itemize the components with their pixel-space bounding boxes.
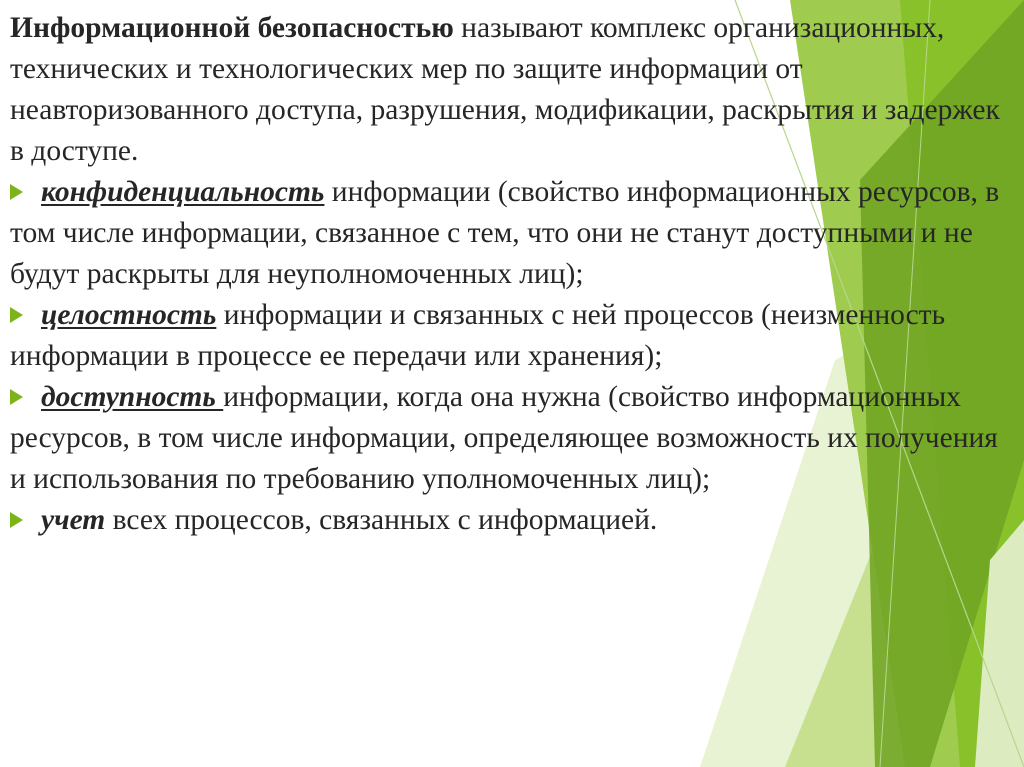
bullet-marker-icon bbox=[10, 512, 23, 528]
bullet-text-accounting: всех процессов, связанных с информацией. bbox=[105, 504, 658, 536]
bullet-confidentiality bbox=[10, 172, 1000, 295]
bullet-text-availability: информации, когда она нужна (свойство информационных ресурсов, в том числе информации, определяющее возможность их получения и использования по требованию уполномоченных лиц); bbox=[10, 381, 998, 495]
bullet-marker-icon bbox=[10, 307, 23, 323]
term-accounting: учет bbox=[41, 504, 106, 536]
bullet-accounting bbox=[10, 500, 1000, 541]
term-integrity: целостность bbox=[41, 299, 217, 331]
bullet-marker-icon bbox=[10, 184, 23, 200]
bullet-text-integrity: информации и связанных с ней процессов (неизменность информации в процессе ее передачи или хранения); bbox=[10, 299, 946, 372]
term-availability: доступность bbox=[41, 381, 224, 413]
definition-term: Информационной безопасностью bbox=[10, 12, 454, 44]
definition-paragraph bbox=[10, 8, 1000, 172]
bullet-marker-icon bbox=[10, 389, 23, 405]
bullet-text-confidentiality: информации (свойство информационных ресурсов, в том числе информации, связанное с тем, что они не станут доступными и не будут раскрыты для неуполномоченных лиц); bbox=[10, 176, 1000, 290]
term-confidentiality: конфиденциальность bbox=[41, 176, 325, 208]
property-list bbox=[10, 172, 1000, 541]
definition-text: называют комплекс организационных, технических и технологических мер по защите информации от неавторизованного доступа, разрушения, модификации, раскрытия и задержек в доступе. bbox=[10, 12, 1000, 167]
bullet-availability bbox=[10, 377, 1000, 500]
slide-text bbox=[10, 8, 1000, 541]
bullet-integrity bbox=[10, 295, 1000, 377]
